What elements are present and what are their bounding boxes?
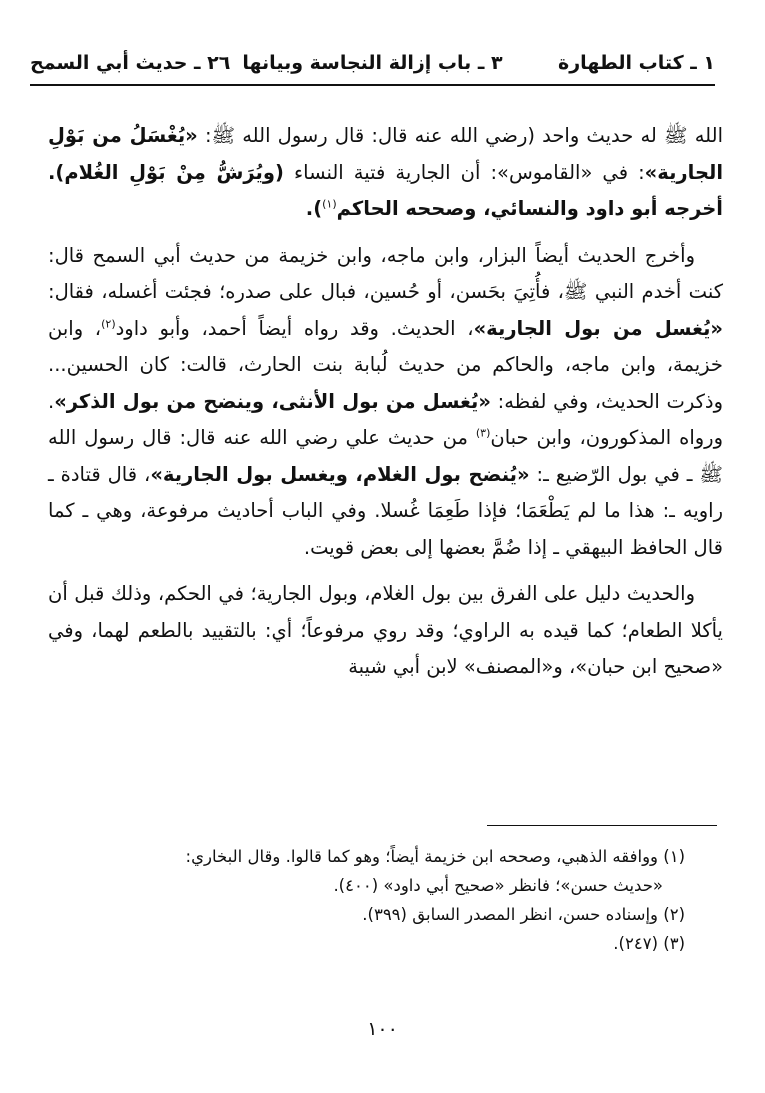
text-run: الله ﷺ له حديث واحد (رضي الله عنه قال: قال رسول الله ﷺ: bbox=[197, 124, 724, 147]
text-run: . ورواه المذكورون، وابن حبان bbox=[48, 389, 723, 449]
footnote-separator bbox=[487, 825, 717, 826]
footnote-ref-2[interactable]: (٢) bbox=[101, 317, 116, 330]
paragraph-2 bbox=[48, 238, 723, 567]
footnote-2: (٢) وإسناده حسن، انظر المصدر السابق (٣٩٩). bbox=[362, 905, 685, 924]
text-run: ، الحديث. وقد رواه أيضاً أحمد، وأبو داود bbox=[115, 316, 474, 340]
text-run: : في «القاموس»: أن الجارية فتية النساء bbox=[283, 160, 645, 184]
hadith-quote: «يُغسل من بول الجارية» bbox=[473, 316, 724, 340]
footnote-ref-3[interactable]: (٣) bbox=[475, 426, 491, 440]
header-book-title: ١ ـ كتاب الطهارة bbox=[558, 52, 715, 74]
footnote-1-continued: «حديث حسن»؛ فانظر «صحيح أبي داود» (٤٠٠). bbox=[333, 876, 663, 895]
text-run: ، قال قتادة ـ راويه ـ: هذا ما لم يَطْعَمَا؛ فإذا طَعِمَا غُسلا. وفي الباب أحاديث مرفوعة، وهي ـ كما قال الحافظ البيهقي ـ إذا ضُمَّ بعضها إلى بعض قويت. bbox=[48, 462, 723, 559]
footnote-ref-1[interactable]: (١) bbox=[322, 197, 337, 211]
text-run: . أخرجه أبو داود والنسائي، وصححه الحاكم bbox=[48, 160, 723, 220]
footnote-3: (٣) (٢٤٧). bbox=[613, 934, 685, 953]
paragraph-1 bbox=[48, 118, 723, 228]
footnote-1: (١) ووافقه الذهبي، وصححه ابن خزيمة أيضاً؛ وهو كما قالوا. وقال البخاري: bbox=[185, 847, 685, 866]
main-text bbox=[48, 118, 723, 696]
header-hadith-title: ٢٦ ـ حديث أبي السمح bbox=[30, 52, 231, 74]
hadith-quote: (ويُرَشُّ مِنْ بَوْلِ الغُلام) bbox=[55, 160, 284, 184]
text-run: من حديث علي رضي الله عنه قال: قال رسول الله ﷺ ـ في بول الرّضيع ـ: bbox=[48, 426, 723, 486]
hadith-quote: «يُغْسَلُ من بَوْلِ الجارية» bbox=[48, 124, 724, 184]
hadith-quote: «يُغسل من بول الأنثى، وينضح من بول الذكر» bbox=[54, 389, 491, 413]
text-run: ، وابن خزيمة، وابن ماجه، والحاكم من حديث لُبابة بنت الحارث، قالت: كان الحسين... وذكرت الحديث، وفي لفظه: bbox=[48, 316, 723, 413]
hadith-quote: «يُنضح بول الغلام، ويغسل بول الجارية» bbox=[150, 462, 530, 486]
page-number: ١٠٠ bbox=[367, 1018, 398, 1040]
running-header bbox=[30, 44, 715, 86]
header-chapter-title: ٣ ـ باب إزالة النجاسة وبيانها bbox=[242, 52, 503, 74]
text-run: ). bbox=[305, 197, 323, 220]
footnotes bbox=[70, 842, 685, 958]
text-run: وأخرج الحديث أيضاً البزار، وابن ماجه، وابن خزيمة من حديث أبي السمح قال: كنت أخدم النبي ﷺ، فأُتِيَ بحَسن، أو حُسين، فبال على صدره؛ فجئت أغسله، فقال: bbox=[48, 243, 723, 303]
paragraph-3: والحديث دليل على الفرق بين بول الغلام، وبول الجارية؛ في الحكم، وذلك قبل أن يأكلا الطعام؛ كما قيده به الراوي؛ وقد روي مرفوعاً؛ أي: بالتقييد بالطعم لهما، وفي «صحيح ابن حبان»، و«المصنف» لابن أبي شيبة bbox=[48, 582, 723, 678]
